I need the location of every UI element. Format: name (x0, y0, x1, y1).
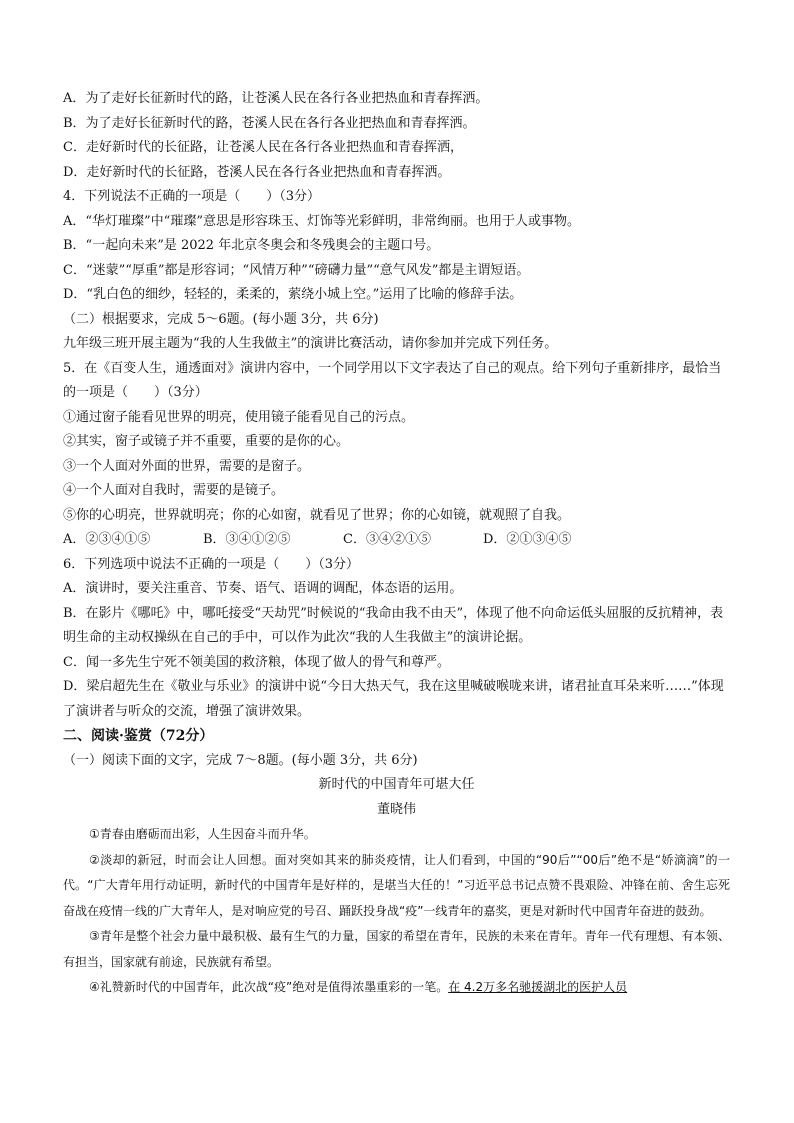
q4-option-a: A．“华灯璀璨”中“璀璨”意思是形容珠玉、灯饰等光彩鲜明，非常绚丽。也用于人或事物。 (63, 213, 580, 229)
q6-option-d: D．梁启超先生在《敬业与乐业》的演讲中说“今日大热天气，我在这里喊破喉咙来讲，诸君扯直耳朵来听……”体现了演讲者与听众的交流，增强了演讲效果。 (63, 679, 724, 719)
article-author: 董晓伟 (376, 801, 416, 817)
q3-option-b: B．为了走好长征新时代的路，苍溪人民在各行各业把热血和青春挥洒。 (63, 115, 476, 131)
q4-stem: 4．下列说法不正确的一项是（ ）（3分） (63, 189, 321, 204)
q5-sentence-1: ①通过窗子能看见世界的明亮，使用镜子能看见自己的污点。 (63, 409, 415, 425)
q5-option-b: B．③④①②⑤ (203, 532, 291, 547)
q5-option-d: D．②①③④⑤ (483, 532, 572, 547)
q5-sentence-4: ④一个人面对自我时，需要的是镜子。 (63, 483, 285, 498)
article-paragraph-3: ③青年是整个社会力量中最积极、最有生气的力量，国家的希望在青年，民族的未来在青年。青年一代有理想、有本领、有担当，国家就有前途，民族就有希望。 (63, 929, 730, 969)
q3-option-d: D．走好新时代的长征路，苍溪人民在各行各业把热血和青春挥洒。 (63, 164, 451, 180)
reading-instructions: （一）阅读下面的文字，完成 7～8题。(每小题 3分，共 6分) (63, 752, 418, 768)
q5-sentence-2: ②其实，窗子或镜子并不重要，重要的是你的心。 (63, 434, 350, 449)
q4-option-d: D．“乳白色的细纱，轻轻的，柔柔的，萦绕小城上空。”运用了比喻的修辞手法。 (63, 287, 523, 302)
q5-options (63, 528, 730, 553)
q6-option-c: C．闻一多先生宁死不领美国的救济粮，体现了做人的骨气和尊严。 (63, 654, 450, 670)
q3-option-c: C．走好新时代的长征路，让苍溪人民在各行各业把热血和青春挥洒， (63, 140, 463, 155)
article-paragraph-1: ①青春由磨砺而出彩，人生因奋斗而升华。 (89, 827, 316, 841)
article-paragraph-2: ②淡却的新冠，时而会让人回想。面对突如其来的肺炎疫情，让人们看到，中国的“90后”“00后”绝不是“娇滴滴”的一代。“广大青年用行动证明，新时代的中国青年是好样的，是堪当大任的！”习近平总书记点赞不畏艰险、冲锋在前、舍生忘死奋战在疫情一线的广大青年人，是对响应党的号召、踊跃投身战“疫”一线青年的嘉奖，更是对新时代中国青年奋进的鼓劲。 (63, 852, 730, 918)
q5-sentence-3: ③一个人面对外面的世界，需要的是窗子。 (63, 458, 311, 474)
article-title: 新时代的中国青年可堪大任 (318, 777, 475, 792)
q4-option-b: B．“一起向未来”是 2022 年北京冬奥会和冬残奥会的主题口号。 (63, 238, 440, 253)
q6-option-b: B．在影片《哪吒》中，哪吒接受“天劫咒”时候说的“我命由我不由天”，体现了他不向命运低头屈服的反抗精神，表明生命的主动权操纵在自己的手中，可以作为此次“我的人生我做主”的演讲论据。 (63, 605, 724, 645)
q4-option-c: C．“迷蒙”“厚重”都是形容词；“风情万种”“磅礴力量”“意气风发”都是主谓短语。 (63, 262, 530, 278)
q6-option-a: A．演讲时，要关注重音、节奏、语气、语调的调配，体态语的运用。 (63, 581, 463, 596)
part2-instructions: （二）根据要求，完成 5～6题。(每小题 3分，共 6分) (63, 311, 379, 327)
q5-option-c: C．③④②①⑤ (343, 532, 431, 547)
q5-stem: 5．在《百变人生，通透面对》演讲内容中，一个同学用以下文字表达了自己的观点。给下列句子重新排序，最恰当的一项是（ ）（3分） (63, 360, 722, 400)
q3-option-a: A．为了走好长征新时代的路，让苍溪人民在各行各业把热血和青春挥洒。 (63, 91, 489, 106)
q5-option-a: A．②③④①⑤ (63, 532, 151, 547)
underlined-sentence: 在 4.2万多名驰援湖北的医护人员 (448, 980, 628, 994)
article-paragraph-4 (63, 975, 730, 1001)
q5-sentence-5: ⑤你的心明亮，世界就明亮；你的心如窗，就看见了世界；你的心如镜，就观照了自我。 (63, 507, 571, 523)
q6-stem: 6．下列选项中说法不正确的一项是（ ）（3分） (63, 556, 360, 572)
activity-intro: 九年级三班开展主题为“我的人生我做主”的演讲比赛活动，请你参加并完成下列任务。 (63, 336, 558, 351)
section-heading: 二、阅读·鉴赏（72分） (63, 728, 214, 744)
article-paragraph-4-text: ④礼赞新时代的中国青年，此次战“疫”绝对是值得浓墨重彩的一笔。 (89, 980, 449, 994)
